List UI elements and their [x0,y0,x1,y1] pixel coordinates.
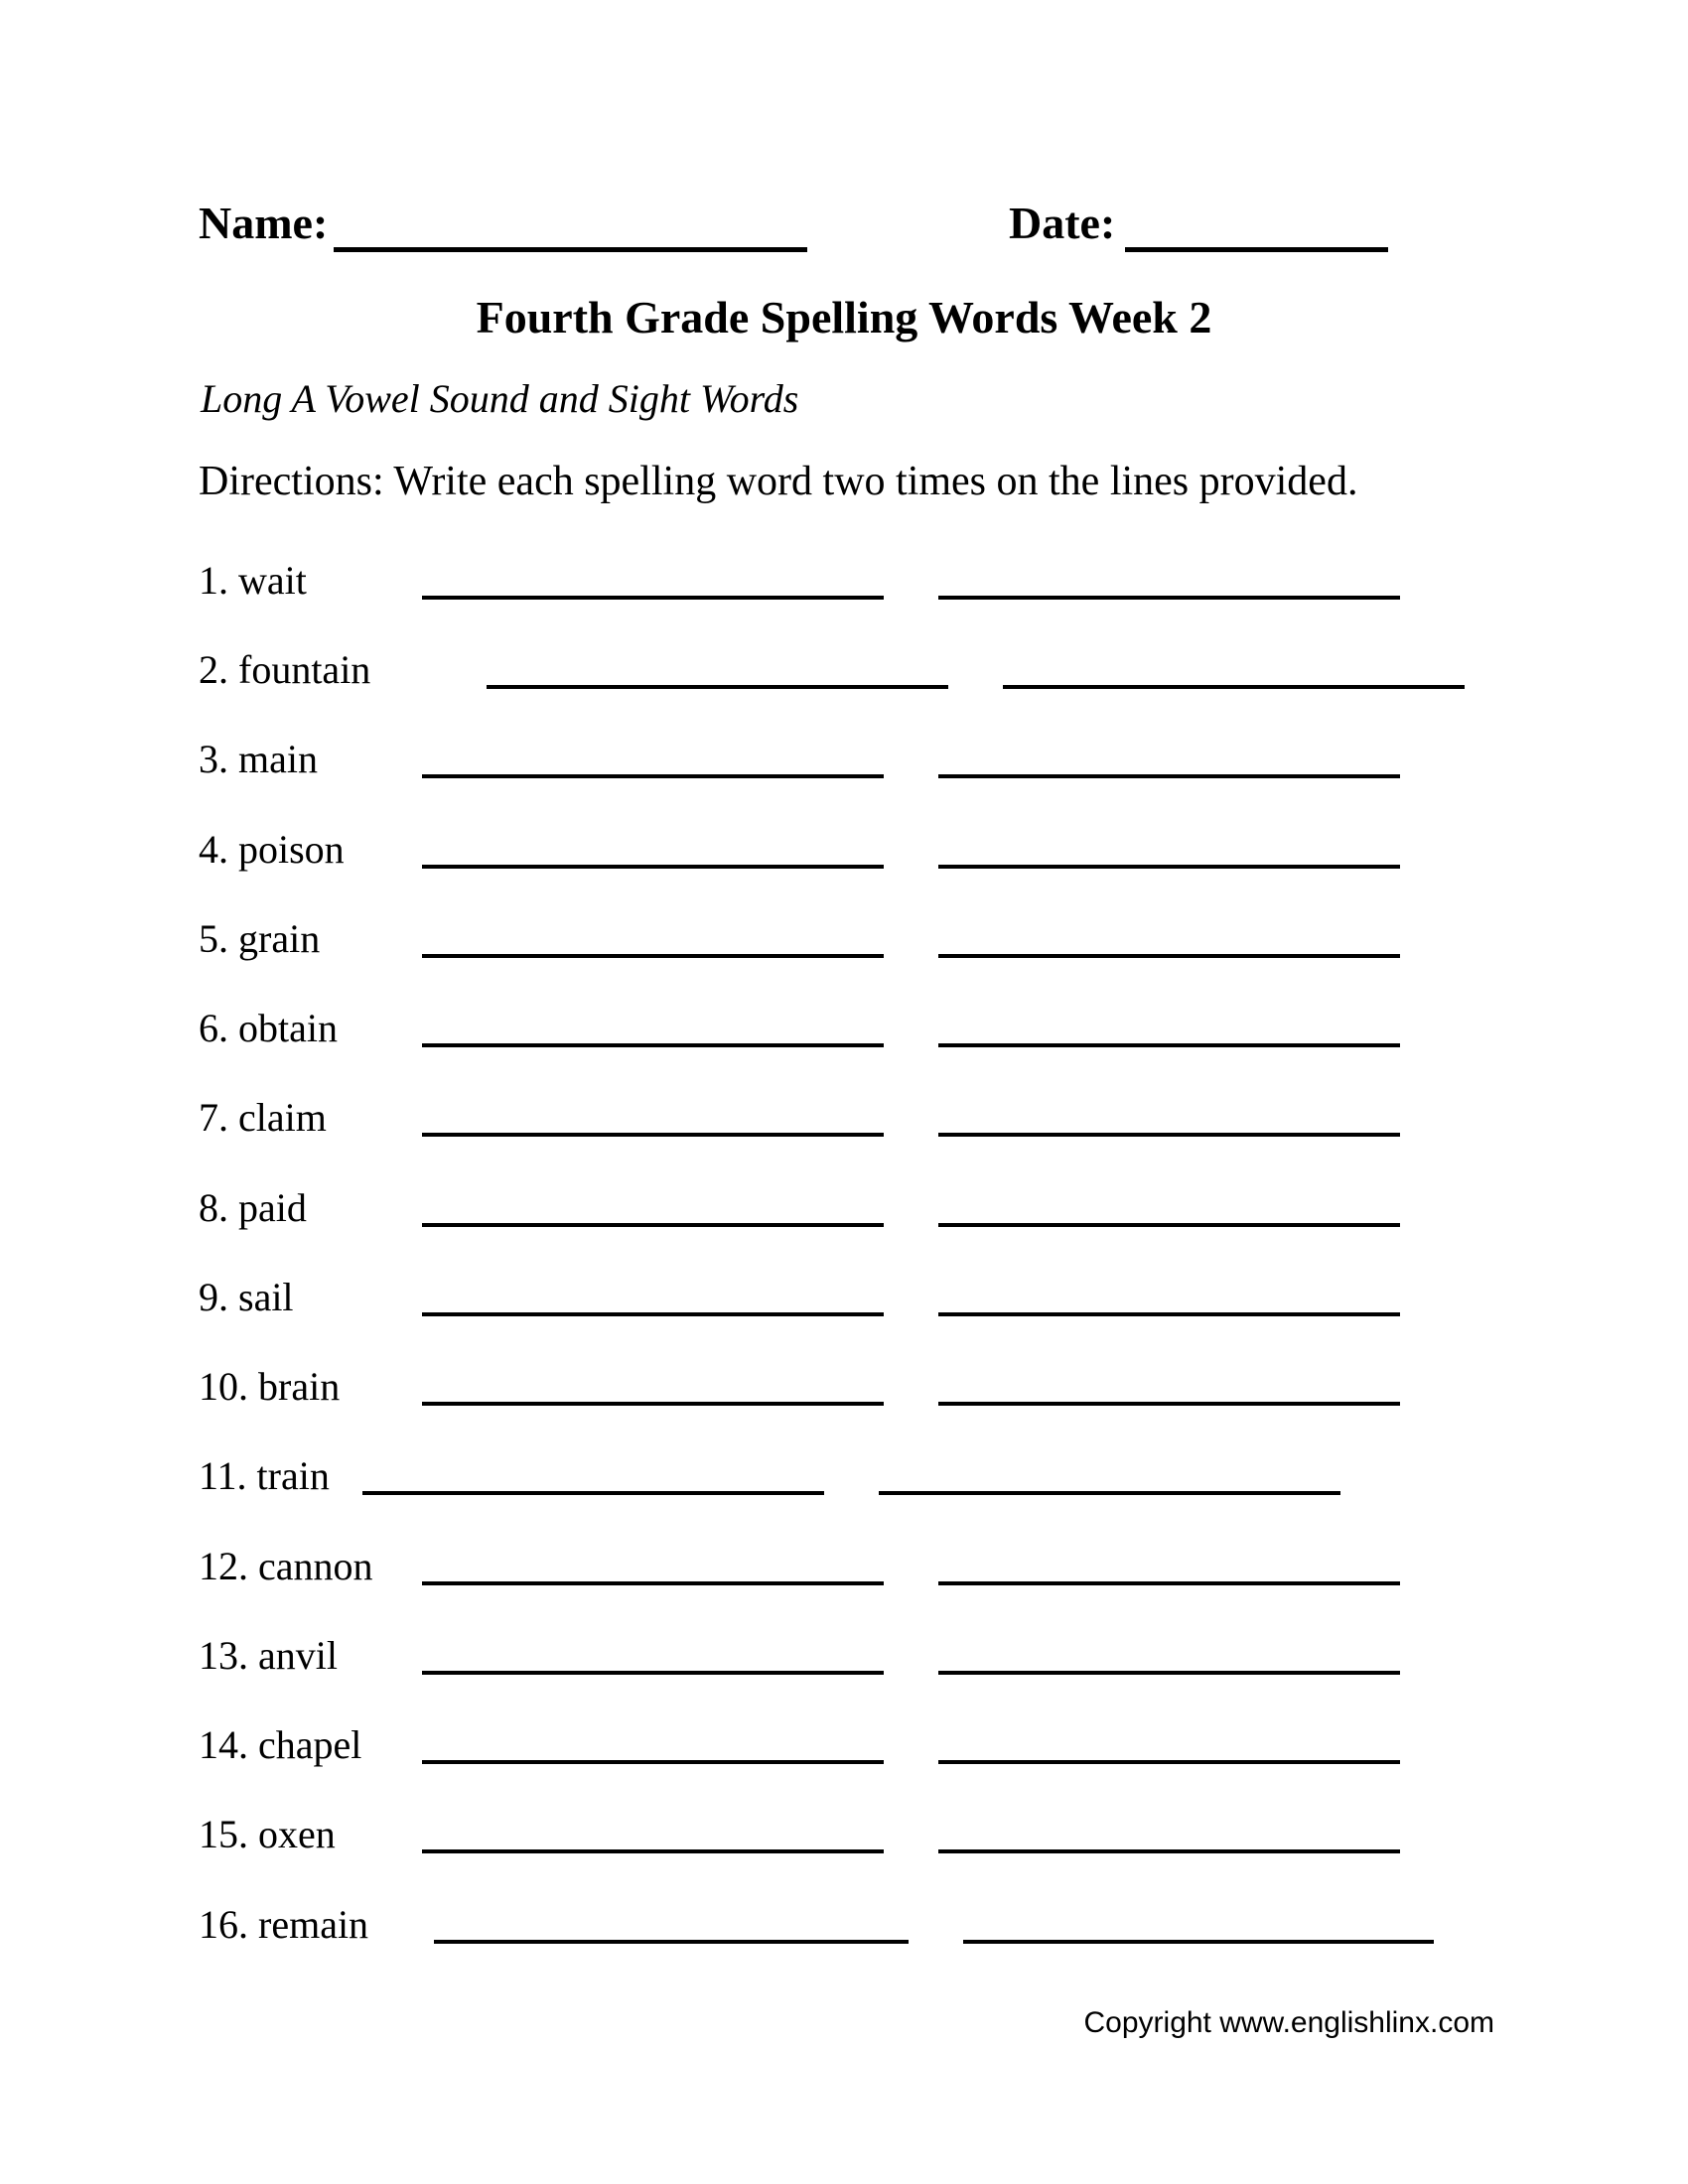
word-number: 16. [199,1902,248,1947]
word-row-12 [0,1545,1688,1634]
writing-line-1 [422,1043,884,1047]
word-text: anvil [258,1633,338,1678]
word-text: brain [258,1364,341,1409]
word-row-5 [0,917,1688,1007]
word-row-10 [0,1365,1688,1454]
writing-line-2 [938,1312,1400,1316]
writing-line-1 [422,1671,884,1675]
date-label: Date: [1009,198,1116,248]
writing-line-1 [422,954,884,958]
word-row-13 [0,1634,1688,1723]
word-text: remain [258,1902,369,1947]
word-number: 8. [199,1185,228,1230]
writing-line-2 [938,774,1400,778]
word-text: paid [238,1185,307,1230]
writing-line-2 [938,596,1400,600]
word-row-6 [0,1007,1688,1096]
word-row-8 [0,1186,1688,1276]
word-number: 10. [199,1364,248,1409]
word-number: 11. [199,1453,247,1498]
word-number: 14. [199,1722,248,1767]
writing-line-1 [422,1312,884,1316]
directions-text: Directions: Write each spelling word two times on the lines provided. [199,459,1358,504]
word-number: 7. [199,1095,228,1140]
word-text: wait [238,558,307,603]
writing-line-2 [1003,685,1465,689]
word-number: 13. [199,1633,248,1678]
word-row-11 [0,1454,1688,1544]
writing-line-2 [879,1491,1340,1495]
word-text: fountain [238,647,371,692]
word-text: sail [238,1275,294,1319]
word-row-15 [0,1813,1688,1902]
word-text: main [238,737,318,781]
word-number: 3. [199,737,228,781]
writing-line-2 [938,1760,1400,1764]
word-number: 12. [199,1544,248,1588]
writing-line-1 [362,1491,824,1495]
word-number: 4. [199,827,228,872]
word-row-4 [0,828,1688,917]
writing-line-1 [422,774,884,778]
writing-line-2 [938,1671,1400,1675]
word-text: obtain [238,1006,338,1050]
copyright-text: Copyright www.englishlinx.com [1083,2006,1494,2039]
worksheet-title: Fourth Grade Spelling Words Week 2 [476,292,1212,342]
date-blank-line [1125,247,1388,252]
word-row-2 [0,648,1688,738]
word-row-14 [0,1723,1688,1813]
writing-line-2 [938,1402,1400,1406]
word-number: 15. [199,1812,248,1856]
writing-line-1 [434,1940,909,1944]
writing-line-1 [422,1581,884,1585]
writing-line-2 [938,1849,1400,1853]
name-blank-line [334,247,807,252]
writing-line-2 [938,1043,1400,1047]
word-row-16 [0,1903,1688,1992]
writing-line-1 [487,685,948,689]
writing-line-1 [422,596,884,600]
word-text: oxen [258,1812,336,1856]
writing-line-2 [938,1581,1400,1585]
word-row-7 [0,1096,1688,1185]
word-text: grain [238,916,321,961]
writing-line-1 [422,1760,884,1764]
word-text: cannon [258,1544,373,1588]
writing-line-1 [422,1849,884,1853]
word-number: 5. [199,916,228,961]
word-number: 2. [199,647,228,692]
writing-line-1 [422,1133,884,1137]
word-text: train [256,1453,330,1498]
writing-line-1 [422,865,884,869]
writing-line-2 [938,865,1400,869]
word-text: poison [238,827,345,872]
worksheet-subtitle: Long A Vowel Sound and Sight Words [201,376,799,421]
writing-line-2 [963,1940,1434,1944]
writing-line-2 [938,1133,1400,1137]
writing-line-2 [938,954,1400,958]
word-row-9 [0,1276,1688,1365]
writing-line-2 [938,1223,1400,1227]
writing-line-1 [422,1223,884,1227]
word-number: 1. [199,558,228,603]
word-row-3 [0,738,1688,827]
word-number: 9. [199,1275,228,1319]
word-text: chapel [258,1722,362,1767]
word-row-1 [0,559,1688,648]
writing-line-1 [422,1402,884,1406]
word-text: claim [238,1095,327,1140]
name-label: Name: [199,198,329,248]
word-number: 6. [199,1006,228,1050]
